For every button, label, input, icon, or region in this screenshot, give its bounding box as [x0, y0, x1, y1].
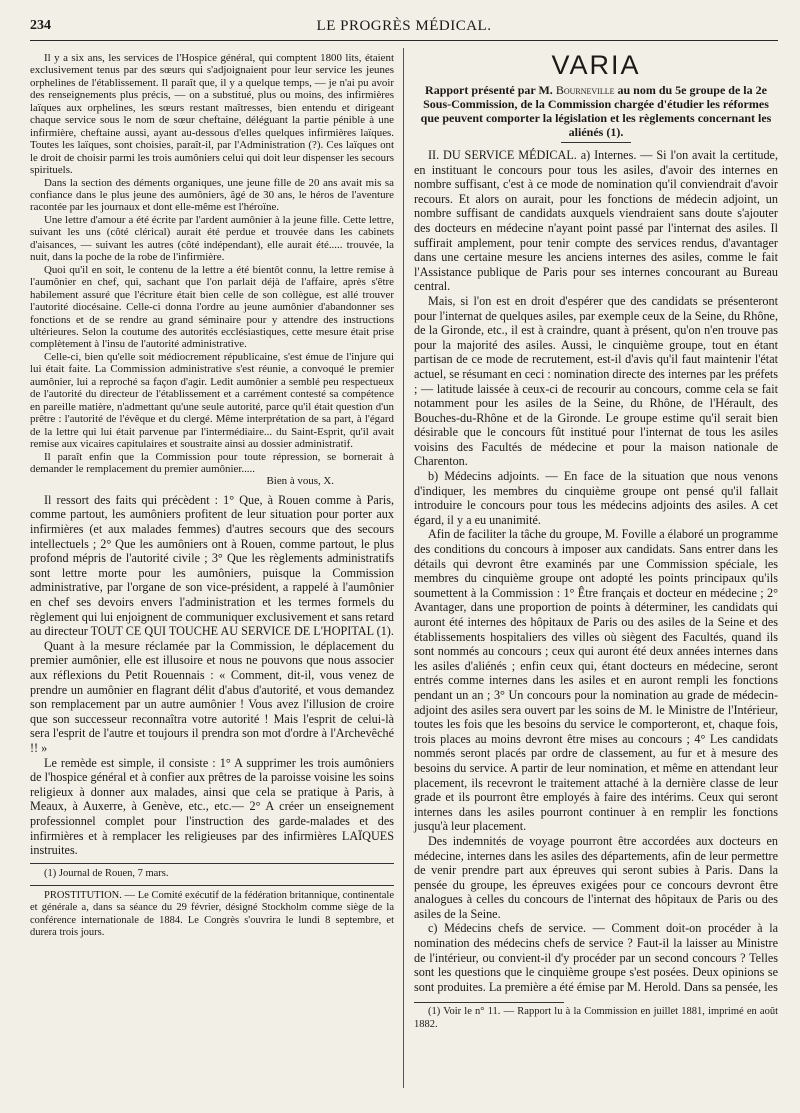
- footnote-text: (1) Voir le n° 11. — Rapport lu à la Commission en juillet 1881, imprimé en août 1882.: [414, 1006, 778, 1030]
- body-paragraph: Le remède est simple, il consiste : 1° A supprimer les trois aumôniers de l'hospice général et à confier aux prêtres de la paroisse voisine les soins religieux à donner aux malades, ainsi que cela se pratique à Paris, à Meaux, à Auxerre, à Genève, etc., etc.— 2° A créer un enseignement professionnel complet pour l'instruction des garde-malades et des infirmières et à remplacer les religieuses par des infirmières LAÏQUES instruites.: [30, 755, 394, 858]
- news-item: [30, 890, 394, 939]
- editorial-commentary: [30, 493, 394, 858]
- footnote-text: (1) Journal de Rouen, 7 mars.: [44, 867, 169, 879]
- section-title: VARIA: [551, 50, 641, 80]
- report-paragraph: Des indemnités de voyage pourront être accordées aux docteurs en médecine, internes dans les asiles des départements, afin de leur permettre de venir prendre part aux épreuves qui seront subies à Paris. Dans la pensée du groupe, les épreuves exigées pour ce concours devront être analogues à celles du concours de l'internat des hôpitaux de Paris ou des asiles de la Seine.: [414, 833, 778, 921]
- report-paragraph: c) Médecins chefs de service. — Comment doit-on procéder à la nomination des médecins chefs de service ? Faut-il la laisser au Ministre de l'intérieur, ou convient-il d'y procéder par un second concours ? Telles sont les questions que le cinquième groupe s'est posées. Deux opinions se sont produites. La première a été émise par M. Herold. Dans sa pensée, les: [414, 921, 778, 994]
- report-title-rest: au nom du 5e groupe de la 2e Sous-Commission, de la Commission chargée d'étudier les réformes que peuvent comporter la législation et les règlements concernant les aliénés (1).: [420, 83, 772, 139]
- report-paragraph: II. DU SERVICE MÉDICAL. a) Internes. — Si l'on avait la certitude, en instituant le concours pour tous les asiles, d'avoir des internes en nombre suffisant, c'est à ce mode de nomination qu'il conviendrait d'avoir recours. Et alors on aurait, pour les fonctions de médecin adjoint, un nombre suffisant de candidats auxquels viendraient sans doute s'ajouter des docteurs en médecine n'ayant point passé par l'internat des asiles. Il suffirait amplement, pour tenir compte des services rendus, d'avantager dans une certaine mesure les anciens internes des asiles, comme le fait l'Assistance publique de Paris pour ses internes concourant au Bureau central.: [414, 148, 778, 294]
- section-rule: [30, 885, 394, 886]
- report-paragraph: b) Médecins adjoints. — En face de la situation que nous venons d'indiquer, les membres du cinquième groupe ont pensé qu'il fallait introduire le concours pour tous les médecins adjoints des asiles. A cet égard, il y a eu unanimité.: [414, 469, 778, 527]
- report-article: [414, 83, 778, 994]
- letter-paragraph: Une lettre d'amour a été écrite par l'ardent aumônier à la jeune fille. Cette lettre, suivant les uns (côté clérical) aurait été perdue et trouvée dans les cabinets d'aisances, — suivant les autres (côté indépendant), elle aurait été..... trouvée, la nuit, dans la poche de la robe de l'infirmière.: [30, 213, 394, 264]
- report-title-prefix: Rapport présenté par M.: [425, 83, 553, 97]
- body-paragraph: Il ressort des faits qui précèdent : 1° Que, à Rouen comme à Paris, comme partout, les aumôniers profitent de leur situation pour porter aux infirmières (et aux malades femmes) d'autres secours que des secours intellectuels ; 2° Que les aumôniers ont à Rouen, comme partout, le plus profond mépris de l'autorité civile ; 3° Que les règlements administratifs sont lettre morte pour les aumôniers, puisque la Commission administrative, par l'organe de son vice-président, a rappelé à l'aumônier en chef ses devoirs envers l'administration et les termes formels du règlement qui lui enjoignent de communiquer exclusivement et sans retard au directeur TOUT CE QUI TOUCHE AU SERVICE DE L'HOPITAL (1).: [30, 492, 394, 639]
- letter-paragraph: Il y a six ans, les services de l'Hospice général, qui comptent 1800 lits, étaient exclusivement tenus par des sœurs qui s'adjoignaient pour leur service les jeunes orphelines de l'établissement. Il paraît que, il y a quelque temps, — je n'ai pu avoir des renseignements plus précis, — on a substitué, plus ou moins, des infirmières laïques aux orphelines, les sœurs restant maîtresses, bien entendu et dirigeant chaque service sous le nom de sœur cheftaine, déléguant la partie pénible à une infirmière, cheftaine aussi, ayant au-dessous d'elles quelques infirmières laïques. Toutes les laïques, sont choisies, paraît-il, par l'Administration (?). Ces laïques ont le droit de choisir parmi les trois aumôniers celui qui doit leur dispenser les secours spirituels.: [30, 52, 394, 177]
- body-paragraph: Quant à la mesure réclamée par la Commission, le déplacement du premier aumônier, elle est illusoire et nous ne pouvons que nous associer aux réflexions du Petit Rouennais : « Comment, dit-il, vous venez de prendre un aumônier en flagrant délit d'abus d'autorité, et vous demandez son remplacement par un autre aumônier ! Vous avez l'illusion de croire que son successeur reconnaîtra votre autorité ! Mais l'esprit de celui-là sera l'esprit de l'autre et toujours il prendra son mot d'ordre à l'Archevêché !! »: [30, 638, 394, 755]
- right-column: [414, 52, 778, 1031]
- journal-title: LE PROGRÈS MÉDICAL.: [316, 18, 492, 34]
- letter-paragraph: Dans la section des déments organiques, une jeune fille de 20 ans avait mis sa confiance dans le plus jeune des aumôniers, âgé de 30 ans, le héros de l'aventure racontée par les journaux et dont elle-même est l'héroïne.: [30, 176, 394, 214]
- page-header: [30, 18, 778, 41]
- footnote-rule: [414, 1002, 564, 1003]
- page-number: 234: [30, 18, 51, 33]
- right-footnote: [414, 1006, 778, 1031]
- column-divider: [403, 48, 404, 1088]
- letter-paragraph: Quoi qu'il en soit, le contenu de la lettre a été bientôt connu, la lettre remise à l'aumônier en chef, qui, sachant que l'on parlait déjà de l'affaire, après s'être habilement assuré que l'écriture était bien celle de son collègue, est allé trouver l'autorité diocésaine. Celle-ci donna l'ordre au jeune aumônier d'abandonner ses fonctions et de se rendre au grand séminaire pour y attendre des instructions ultérieures. Selon la coutume des autorités ecclésiastiques, cette mesure était prise complètement à l'insu de l'autorité administrative.: [30, 263, 394, 351]
- letter-paragraph: Il paraît enfin que la Commission pour toute répression, se bornerait à demander le remplacement du premier aumônier.....: [30, 450, 394, 475]
- letter-paragraph: Celle-ci, bien qu'elle soit médiocrement républicaine, s'est émue de l'injure qui lui était faite. La Commission administrative s'est réunie, a convoqué le premier aumônier, lui a reproché sa façon d'agir. Ledit aumônier a semblé peu respectueux de l'autorité du directeur de l'établissement et a carrément contesté sa compétence en pareille matière, n'admettant qu'une seule autorité, parce qu'il était question d'un prêtre : l'autorité de l'évêque et du clergé. Même interprétation de sa part, à l'égard de la lettre qui lui était parvenue par l'intermédiaire... du Saint-Esprit, qu'il avait remise aux vicaires capitulaires et soustraite ainsi au dossier administratif.: [30, 350, 394, 451]
- report-title: [420, 83, 772, 139]
- letter-signature: Bien à vous, X.: [266, 475, 334, 488]
- left-footnote: [30, 868, 394, 881]
- reader-letter: [30, 52, 394, 488]
- report-paragraph: Afin de faciliter la tâche du groupe, M. Foville a élaboré un programme des conditions du concours à imposer aux candidats. Sans entrer dans les détails qui devront être examinés par une Commission spéciale, les membres du cinquième groupe ont adopté les points principaux qu'ils soumettent à la Commission : 1° Être français et docteur en médecine ; 2° Avantager, dans une proportion de points à déterminer, les candidats qui auront été internes des hôpitaux de Paris ou des asiles de la Seine et des établissements hospitaliers des villes où siègent des Facultés, quand ils sont nommés au concours ; ceux qui auront été deux années internes dans les asiles d'aliénés ; enfin ceux qui, étant docteurs en médecine, seront entrés comme internes dans les asiles et en auront rempli les fonctions pendant un an ; 3° Un concours pour la nomination au grade de médecin-adjoint des asiles sera ouvert par les soins de M. le Ministre de l'Intérieur, toutes les fois que les besoins du service le comporteront, et, chaque fois, trois places au moins devront être mises au concours ; 4° Les candidats nommés seront placés par ordre de classement, au fur et à mesure des besoins du service. A partir de leur nomination, et même en attendant leur placement, ils recevront le traitement attaché à la dernière classe de leur grade et ils pourront être employés à faire des intérims. Ceux qui seront internes dans les asiles pourront continuer à en remplir les fonctions jusqu'à leur placement.: [414, 527, 778, 834]
- report-paragraph: Mais, si l'on est en droit d'espérer que des candidats se présenteront pour l'internat de quelques asiles, par exemple ceux de la Seine, du Rhône, de la Gironde, etc., il est à craindre, quant à présent, qu'on n'en trouve pas pour la majorité des asiles. Aussi, le cinquième groupe, tout en étant partisan de ce mode de recrutement, est-il d'avis qu'il faut maintenir l'état actuel, se résumant en ceci : nomination directe des internes par les préfets ; — latitude laissée à ceux-ci de recourir au concours, comme cela se fait notamment pour les asiles de la Seine, du Rhône, de l'Hérault, des Bouches-du-Rhône et de la Gironde. Le groupe estime qu'il serait bien désirable que le concours fût institué pour l'internat de tous les asiles voisins des Facultés de médecine et pour la maison nationale de Charenton.: [414, 293, 778, 469]
- title-rule: [561, 142, 631, 143]
- news-text: PROSTITUTION. — Le Comité exécutif de la fédération britannique, continentale et générale a, dans sa séance du 29 février, désigné Stockholm comme siège de la conférence internationale de 1884. Le Congrès s'ouvrira le lundi 8 septembre, et durera trois jours.: [30, 890, 394, 938]
- newspaper-page: [30, 18, 778, 1103]
- left-column: [30, 52, 394, 939]
- report-author: Bourneville: [555, 83, 615, 97]
- footnote-rule: [30, 863, 394, 864]
